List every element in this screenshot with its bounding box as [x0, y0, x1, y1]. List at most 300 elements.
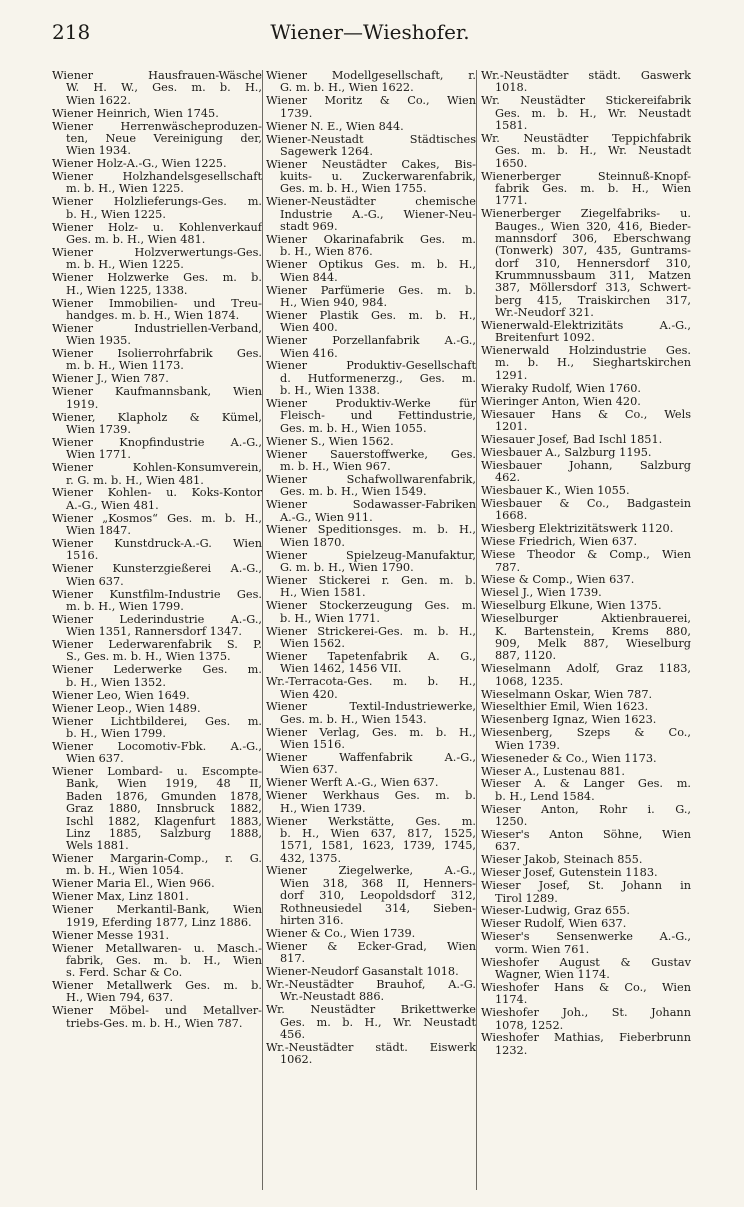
column-3	[481, 70, 691, 1190]
directory-entry	[481, 587, 691, 599]
entry-name-line: Wieser Rudolf, Wien 637.	[481, 917, 627, 931]
entry-name-line: Wr. Neustädter Brikettwerke	[266, 1003, 476, 1017]
entry-continuation-line: H., Wien 1581.	[280, 586, 366, 600]
entry-name-line: Wiener Kunstfilm-Industrie Ges.	[52, 587, 262, 601]
column-2	[266, 70, 476, 1190]
entry-name-line: Wr.-Neustädter städt. Gaswerk	[481, 70, 691, 82]
entry-continuation-line: mannsdorf 306, Eberschwang	[495, 231, 691, 245]
directory-entry	[266, 626, 476, 651]
directory-entry	[481, 957, 691, 982]
directory-entry	[481, 460, 691, 485]
directory-entry	[266, 159, 476, 196]
entry-name-line: Wieselburg Elkune, Wien 1375.	[481, 599, 662, 613]
directory-entry	[266, 979, 476, 1004]
entry-name-line: Wiener Margarin-Comp., r. G.	[52, 852, 262, 866]
entry-continuation-line: berg 415, Traiskirchen 317,	[495, 293, 691, 307]
entry-continuation-line: Ges. m. b. H., Wien 1549.	[280, 485, 427, 499]
directory-entry	[481, 485, 691, 497]
entry-continuation-line: Wien 637.	[66, 752, 124, 766]
directory-entry	[481, 383, 691, 395]
directory-entry	[266, 70, 476, 95]
entry-continuation-line: 1232.	[495, 1043, 528, 1057]
directory-entry	[481, 663, 691, 688]
entry-name-line: Wiener J., Wien 787.	[52, 372, 169, 386]
directory-entry	[481, 574, 691, 586]
directory-entry	[52, 538, 262, 563]
entry-name-line: Wieser's Sensenwerke A.-G.,	[481, 930, 691, 944]
entry-continuation-line: 1650.	[495, 156, 528, 170]
entry-continuation-line: Bank, Wien 1919, 48 II,	[66, 777, 262, 791]
entry-name-line: Wiener Kohlen- u. Koks-Kontor	[52, 486, 262, 500]
entry-name-line: Wiener „Kosmos“ Ges. m. b. H.,	[52, 511, 262, 525]
entry-continuation-line: Tirol 1289.	[495, 891, 558, 905]
entry-name-line: Wiener Ziegelwerke, A.-G.,	[266, 864, 476, 878]
directory-entry	[266, 134, 476, 159]
entry-name-line: Wiener Modellgesellschaft, r.	[266, 70, 476, 82]
entry-continuation-line: m. b. H., Wien 1225.	[66, 182, 184, 196]
entry-continuation-line: Wagner, Wien 1174.	[495, 967, 610, 981]
directory-entry	[266, 790, 476, 815]
directory-entry	[52, 70, 262, 107]
entry-continuation-line: 909, Melk 887, Wieselburg	[495, 636, 691, 650]
entry-name-line: Wiener & Co., Wien 1739.	[266, 926, 416, 940]
entry-name-line: Wiener Produktiv-Gesellschaft	[266, 359, 476, 373]
entry-continuation-line: 1771.	[495, 194, 528, 208]
entry-continuation-line: Ges. m. b. H., Wr. Neustadt	[495, 106, 691, 120]
entry-continuation-line: 1201.	[495, 419, 528, 433]
entry-name-line: Wienerberger Steinnuß-Knopf-	[481, 169, 691, 183]
column-1	[52, 70, 262, 1190]
entry-continuation-line: 1250.	[495, 815, 528, 829]
entry-name-line: Wieser A., Lustenau 881.	[481, 764, 625, 778]
entry-continuation-line: Fleisch- und Fettindustrie,	[280, 409, 476, 423]
entry-continuation-line: m. b. H., Wien 1225.	[66, 258, 184, 272]
directory-entry	[481, 409, 691, 434]
directory-entry	[266, 436, 476, 448]
entry-name-line: Wiener S., Wien 1562.	[266, 434, 394, 448]
entry-continuation-line: W. H. W., Ges. m. b. H.,	[66, 81, 262, 95]
entry-name-line: Wiener Merkantil-Bank, Wien	[52, 903, 262, 917]
entry-continuation-line: Ges. m. b. H., Wien 481.	[66, 233, 206, 247]
entry-continuation-line: Wien 1771.	[66, 448, 131, 462]
entry-continuation-line: Wien 400.	[280, 321, 338, 335]
entry-name-line: Wiener Verlag, Ges. m. b. H.,	[266, 725, 476, 739]
entry-name-line: Wiener Max, Linz 1801.	[52, 890, 189, 904]
entry-continuation-line: Wels 1881.	[66, 839, 129, 853]
directory-entry	[52, 462, 262, 487]
directory-entry	[266, 285, 476, 310]
entry-name-line: Wiener Messe 1931.	[52, 928, 170, 942]
directory-entry	[266, 499, 476, 524]
directory-entry	[481, 613, 691, 662]
entry-name-line: Wieraky Rudolf, Wien 1760.	[481, 381, 641, 395]
entry-continuation-line: Wien 1847.	[66, 524, 131, 538]
entry-continuation-line: Linz 1885, Salzburg 1888,	[66, 826, 262, 840]
directory-entry	[481, 320, 691, 345]
directory-entry	[481, 171, 691, 208]
entry-continuation-line: d. Hutformenerzg., Ges. m.	[280, 371, 476, 385]
entry-name-line: Wiener Okarinafabrik Ges. m.	[266, 233, 476, 247]
entry-continuation-line: S., Ges. m. b. H., Wien 1375.	[66, 650, 231, 664]
directory-entry	[481, 918, 691, 930]
entry-name-line: Wiener Metallwaren- u. Masch.-	[52, 941, 262, 955]
entry-continuation-line: Ges. m. b. H., Wien 1543.	[280, 712, 427, 726]
column-divider	[262, 70, 263, 1190]
entry-continuation-line: vorm. Wien 761.	[495, 942, 590, 956]
entry-continuation-line: Graz 1880, Innsbruck 1882,	[66, 802, 262, 816]
directory-entry	[481, 931, 691, 956]
entry-name-line: Wiener Neustädter Cakes, Bis-	[266, 157, 476, 171]
directory-entry	[266, 727, 476, 752]
directory-entry	[266, 95, 476, 120]
entry-name-line: Wieser Anton, Rohr i. G.,	[481, 802, 691, 816]
directory-entry	[266, 865, 476, 927]
directory-entry	[481, 498, 691, 523]
entry-name-line: Wieringer Anton, Wien 420.	[481, 394, 641, 408]
directory-entry	[52, 589, 262, 614]
entry-name-line: Wiener Plastik Ges. m. b. H.,	[266, 308, 476, 322]
entry-continuation-line: hirten 316.	[280, 913, 344, 927]
directory-entry	[481, 536, 691, 548]
entry-name-line: Wiener Locomotiv-Fbk. A.-G.,	[52, 739, 262, 753]
directory-entry	[481, 714, 691, 726]
entry-name-line: Wr. Neustädter Teppichfabrik	[481, 131, 691, 145]
page-number: 218	[52, 20, 91, 44]
entry-name-line: Wr.-Neustädter Brauhof, A.-G.	[266, 977, 476, 991]
directory-entry	[52, 386, 262, 411]
entry-name-line: Wiesenberg, Szeps & Co.,	[481, 726, 691, 740]
entry-continuation-line: G. m. b. H., Wien 1790.	[280, 561, 414, 575]
entry-continuation-line: Ges. m. b. H., Wr. Neustadt	[280, 1015, 476, 1029]
entry-name-line: Wiesbauer K., Wien 1055.	[481, 484, 630, 498]
directory-entry	[52, 373, 262, 385]
entry-name-line: Wienerwald-Elektrizitäts A.-G.,	[481, 318, 691, 332]
entry-continuation-line: fabrik Ges. m. b. H., Wien	[495, 181, 691, 195]
entry-continuation-line: Wien 1870.	[280, 535, 345, 549]
entry-continuation-line: G. m. b. H., Wien 1622.	[280, 81, 414, 95]
entry-continuation-line: Wien 1934.	[66, 144, 131, 158]
directory-entry	[266, 550, 476, 575]
entry-continuation-line: triebs-Ges. m. b. H., Wien 787.	[66, 1016, 243, 1030]
directory-entry	[481, 434, 691, 446]
entry-name-line: Wieser-Ludwig, Graz 655.	[481, 904, 630, 918]
entry-continuation-line: A.-G., Wien 911.	[280, 510, 373, 524]
directory-entry	[481, 829, 691, 854]
directory-entry	[266, 816, 476, 865]
directory-entry	[481, 727, 691, 752]
entry-name-line: Wiener Werkstätte, Ges. m.	[266, 814, 476, 828]
entry-name-line: Wiener Holzverwertungs-Ges.	[52, 245, 262, 259]
entry-name-line: Wiener Lederwarenfabrik S. P.	[52, 638, 262, 652]
entry-continuation-line: dorf 310, Hennersdorf 310,	[495, 256, 691, 270]
entry-continuation-line: A.-G., Wien 481.	[66, 498, 159, 512]
entry-name-line: Wiesbauer Johann, Salzburg	[481, 458, 691, 472]
entry-name-line: Wieselthier Emil, Wien 1623.	[481, 700, 649, 714]
entry-name-line: Wiener & Ecker-Grad, Wien	[266, 939, 476, 953]
entry-continuation-line: 1739.	[280, 106, 313, 120]
directory-entry	[52, 513, 262, 538]
entry-name-line: Wiener Tapetenfabrik A. G.,	[266, 649, 476, 663]
entry-continuation-line: Wien 1935.	[66, 334, 131, 348]
entry-name-line: Wiener Kunsterzgießerei A.-G.,	[52, 562, 262, 576]
directory-entry	[52, 1005, 262, 1030]
directory-entry	[481, 95, 691, 132]
entry-continuation-line: Ges. m. b. H., Wien 1055.	[280, 421, 427, 435]
entry-name-line: Wiener Produktiv-Werke für	[266, 397, 476, 411]
directory-entry	[266, 474, 476, 499]
entry-continuation-line: m. b. H., Wien 1054.	[66, 864, 184, 878]
entry-name-line: Wieselmann Oskar, Wien 787.	[481, 687, 653, 701]
entry-name-line: Wiener Spielzeug-Manufaktur,	[266, 548, 476, 562]
entry-continuation-line: Baden 1876, Gmunden 1878,	[66, 789, 262, 803]
entry-continuation-line: Wien 1622.	[66, 93, 131, 107]
entry-name-line: Wieser Josef, St. Johann in	[481, 879, 691, 893]
directory-entry	[481, 880, 691, 905]
directory-entry	[52, 247, 262, 272]
directory-entry	[481, 600, 691, 612]
directory-entry	[266, 575, 476, 600]
entry-continuation-line: r. G. m. b. H., Wien 481.	[66, 473, 204, 487]
directory-entry	[481, 701, 691, 713]
directory-entry	[481, 523, 691, 535]
entry-continuation-line: Wien 420.	[280, 687, 338, 701]
entry-name-line: Wiener Holzwerke Ges. m. b.	[52, 271, 262, 285]
entry-continuation-line: 1581.	[495, 118, 528, 132]
entry-continuation-line: 1062.	[280, 1053, 313, 1067]
column-divider	[476, 70, 477, 1190]
entry-continuation-line: 387, Möllersdorf 313, Schwert-	[495, 281, 691, 295]
directory-entry	[266, 928, 476, 940]
entry-continuation-line: 887, 1120.	[495, 649, 557, 663]
entry-continuation-line: ten, Neue Vereinigung der,	[66, 131, 262, 145]
directory-entry	[52, 943, 262, 980]
directory-entry	[481, 867, 691, 879]
entry-continuation-line: dorf 310, Leopoldsdorf 312,	[280, 889, 476, 903]
entry-continuation-line: 1078, 1252.	[495, 1018, 564, 1032]
entry-name-line: Wiener Möbel- und Metallver-	[52, 1004, 262, 1018]
entry-continuation-line: Wien 1562.	[280, 636, 345, 650]
directory-entry	[481, 982, 691, 1007]
entry-name-line: Wiener Leop., Wien 1489.	[52, 701, 201, 715]
entry-continuation-line: 1571, 1581, 1623, 1739, 1745,	[280, 839, 476, 853]
entry-name-line: Wieselmann Adolf, Graz 1183,	[481, 662, 691, 676]
entry-name-line: Wiesberg Elektrizitätswerk 1120.	[481, 522, 674, 536]
directory-entry	[52, 272, 262, 297]
entry-continuation-line: b. H., Wien 1771.	[280, 611, 380, 625]
entry-continuation-line: b. H., Wien 876.	[280, 245, 373, 259]
directory-entry	[52, 664, 262, 689]
entry-continuation-line: H., Wien 1739.	[280, 801, 366, 815]
entry-name-line: Wiener Werkhaus Ges. m. b.	[266, 789, 476, 803]
directory-entry	[481, 1007, 691, 1032]
entry-name-line: Wiener Strickerei-Ges. m. b. H.,	[266, 624, 476, 638]
directory-entry	[266, 966, 476, 978]
entry-name-line: Wiesbauer A., Salzburg 1195.	[481, 445, 652, 459]
entry-continuation-line: H., Wien 1225, 1338.	[66, 283, 188, 297]
entry-continuation-line: (Tonwerk) 307, 435, Guntrams-	[495, 244, 691, 258]
entry-name-line: Wiener Lederwerke Ges. m.	[52, 663, 262, 677]
entry-continuation-line: Ges. m. b. H., Wr. Neustadt	[495, 144, 691, 158]
directory-entry	[481, 766, 691, 778]
entry-name-line: Wiese Friedrich, Wien 637.	[481, 535, 638, 549]
directory-entry	[266, 449, 476, 474]
entry-name-line: Wiener Parfümerie Ges. m. b.	[266, 283, 476, 297]
directory-entry	[266, 1042, 476, 1067]
directory-entry	[266, 121, 476, 133]
directory-entry	[481, 208, 691, 319]
entry-continuation-line: 456.	[280, 1027, 306, 1041]
entry-name-line: Wiener-Neustadt Städtisches	[266, 132, 476, 146]
directory-entry	[481, 1032, 691, 1057]
entry-continuation-line: Industrie A.-G., Wiener-Neu-	[280, 207, 476, 221]
entry-name-line: Wiener Lombard- u. Escompte-	[52, 765, 262, 779]
directory-columns	[52, 70, 692, 1190]
entry-continuation-line: Wien 318, 368 II, Henners-	[280, 876, 476, 890]
directory-entry	[52, 196, 262, 221]
entry-name-line: Wiener Moritz & Co., Wien	[266, 94, 476, 108]
entry-name-line: Wiener Heinrich, Wien 1745.	[52, 106, 219, 120]
entry-continuation-line: Wien 416.	[280, 346, 338, 360]
entry-name-line: Wiener Maria El., Wien 966.	[52, 877, 215, 891]
directory-entry	[52, 716, 262, 741]
entry-name-line: Wiesbauer & Co., Badgastein	[481, 497, 691, 510]
entry-name-line: Wiener Textil-Industriewerke,	[266, 700, 476, 714]
entry-name-line: Wiener Knopfindustrie A.-G.,	[52, 435, 262, 449]
directory-entry	[52, 158, 262, 170]
directory-entry	[52, 853, 262, 878]
entry-name-line: Wiener Kunstdruck-A.-G. Wien	[52, 537, 262, 550]
entry-continuation-line: b. H., Wien 637, 817, 1525,	[280, 826, 476, 840]
entry-name-line: Wiener Holzlieferungs-Ges. m.	[52, 195, 262, 209]
entry-continuation-line: H., Wien 794, 637.	[66, 991, 174, 1005]
entry-name-line: Wieshofer Joh., St. Johann	[481, 1006, 691, 1020]
entry-continuation-line: Ges. m. b. H., Wien 1755.	[280, 182, 427, 196]
entry-name-line: Wiener Lichtbilderei, Ges. m.	[52, 714, 262, 728]
entry-name-line: Wiener Optikus Ges. m. b. H.,	[266, 258, 476, 272]
directory-entry	[266, 524, 476, 549]
entry-name-line: Wr. Neustädter Stickereifabrik	[481, 94, 691, 108]
directory-entry	[52, 298, 262, 323]
entry-name-line: Wiener Leo, Wien 1649.	[52, 688, 190, 702]
directory-entry	[52, 639, 262, 664]
directory-entry	[481, 345, 691, 382]
directory-entry	[52, 703, 262, 715]
entry-name-line: Wieselburger Aktienbrauerei,	[481, 612, 691, 626]
entry-continuation-line: 1668.	[495, 509, 528, 523]
entry-name-line: Wieshofer Mathias, Fieberbrunn	[481, 1031, 691, 1045]
directory-entry	[52, 891, 262, 903]
entry-name-line: Wieshofer Hans & Co., Wien	[481, 980, 691, 994]
entry-name-line: Wiener Holz-A.-G., Wien 1225.	[52, 157, 227, 171]
entry-continuation-line: H., Wien 940, 984.	[280, 295, 388, 309]
entry-name-line: Wiener Lederindustrie A.-G.,	[52, 612, 262, 626]
entry-name-line: Wiener Herrenwäscheproduzen-	[52, 119, 262, 133]
entry-name-line: Wiener Schafwollwarenfabrik,	[266, 472, 476, 486]
entry-name-line: Wiener Stockerzeugung Ges. m.	[266, 599, 476, 613]
entry-continuation-line: 1516.	[66, 549, 99, 563]
entry-continuation-line: 787.	[495, 560, 521, 574]
entry-continuation-line: stadt 969.	[280, 220, 338, 234]
entry-name-line: Wiesauer Hans & Co., Wels	[481, 407, 691, 421]
directory-entry	[52, 108, 262, 120]
entry-continuation-line: Wien 1516.	[280, 738, 345, 752]
entry-name-line: Wiener Werft A.-G., Wien 637.	[266, 776, 439, 790]
directory-entry	[52, 437, 262, 462]
directory-entry	[266, 196, 476, 233]
entry-continuation-line: Wr.-Neustadt 886.	[280, 990, 385, 1004]
directory-entry	[266, 259, 476, 284]
entry-continuation-line: Wien 1351, Rannersdorf 1347.	[66, 625, 242, 639]
entry-name-line: Wiener Immobilien- und Treu-	[52, 296, 262, 310]
entry-name-line: Wiesel J., Wien 1739.	[481, 586, 602, 600]
entry-continuation-line: Wien 844.	[280, 270, 338, 284]
entry-name-line: Wiese & Comp., Wien 637.	[481, 573, 635, 587]
entry-name-line: Wiener Industriellen-Verband,	[52, 321, 262, 335]
entry-continuation-line: fabrik, Ges. m. b. H., Wien	[66, 953, 262, 967]
entry-continuation-line: kuits- u. Zuckerwarenfabrik,	[280, 170, 476, 184]
directory-entry	[266, 1004, 476, 1041]
entry-name-line: Wiener Speditionsges. m. b. H.,	[266, 523, 476, 537]
directory-entry	[52, 121, 262, 158]
directory-entry	[266, 676, 476, 701]
entry-continuation-line: 1068, 1235.	[495, 674, 564, 688]
directory-entry	[52, 690, 262, 702]
entry-continuation-line: Rothneusiedel 314, Sieben-	[280, 901, 476, 915]
directory-entry	[52, 222, 262, 247]
entry-name-line: Wiener Waffenfabrik A.-G.,	[266, 751, 476, 764]
entry-continuation-line: Krummnussbaum 311, Matzen	[495, 268, 691, 282]
entry-continuation-line: Wien 1462, 1456 VII.	[280, 662, 402, 676]
entry-continuation-line: 1174.	[495, 993, 528, 1007]
entry-name-line: Wiener N. E., Wien 844.	[266, 119, 404, 133]
directory-entry	[52, 980, 262, 1005]
entry-name-line: Wiener Hausfrauen-Wäsche	[52, 70, 262, 82]
entry-continuation-line: K. Bartenstein, Krems 880,	[495, 624, 691, 638]
entry-continuation-line: handges. m. b. H., Wien 1874.	[66, 308, 240, 322]
entry-continuation-line: Wien 637.	[280, 763, 338, 777]
directory-entry	[481, 804, 691, 829]
entry-name-line: Wiener Holz- u. Kohlenverkauf	[52, 220, 262, 234]
directory-entry	[52, 614, 262, 639]
entry-continuation-line: m. b. H., Wien 1799.	[66, 599, 184, 613]
entry-name-line: Wiener Kohlen-Konsumverein,	[52, 461, 262, 475]
entry-name-line: Wiener-Neudorf Gasanstalt 1018.	[266, 965, 459, 978]
directory-entry	[52, 930, 262, 942]
directory-entry	[481, 133, 691, 170]
directory-entry	[52, 563, 262, 588]
entry-continuation-line: 1919.	[66, 397, 99, 411]
running-head: Wiener—Wieshofer.	[270, 20, 470, 44]
directory-entry	[52, 878, 262, 890]
entry-continuation-line: 637.	[495, 840, 521, 854]
entry-name-line: Wiesauer Josef, Bad Ischl 1851.	[481, 432, 663, 446]
entry-continuation-line: Wr.-Neudorf 321.	[495, 305, 594, 319]
entry-name-line: Wiener, Klapholz & Kümel,	[52, 410, 262, 424]
entry-name-line: Wiener Holzhandelsgesellschaft	[52, 170, 262, 184]
entry-continuation-line: m. b. H., Wien 967.	[280, 459, 391, 473]
entry-name-line: Wiener Stickerei r. Gen. m. b.	[266, 574, 476, 588]
entry-continuation-line: b. H., Wien 1338.	[280, 384, 380, 398]
entry-continuation-line: Bauges., Wien 320, 416, Bieder-	[495, 219, 691, 233]
entry-name-line: Wiener-Neustädter chemische	[266, 195, 476, 209]
entry-continuation-line: Sagewerk 1264.	[280, 144, 373, 158]
directory-entry	[481, 778, 691, 803]
entry-continuation-line: b. H., Wien 1352.	[66, 675, 166, 689]
directory-entry	[266, 335, 476, 360]
directory-entry	[52, 904, 262, 929]
entry-continuation-line: s. Ferd. Schar & Co.	[66, 966, 183, 980]
directory-entry	[266, 398, 476, 435]
